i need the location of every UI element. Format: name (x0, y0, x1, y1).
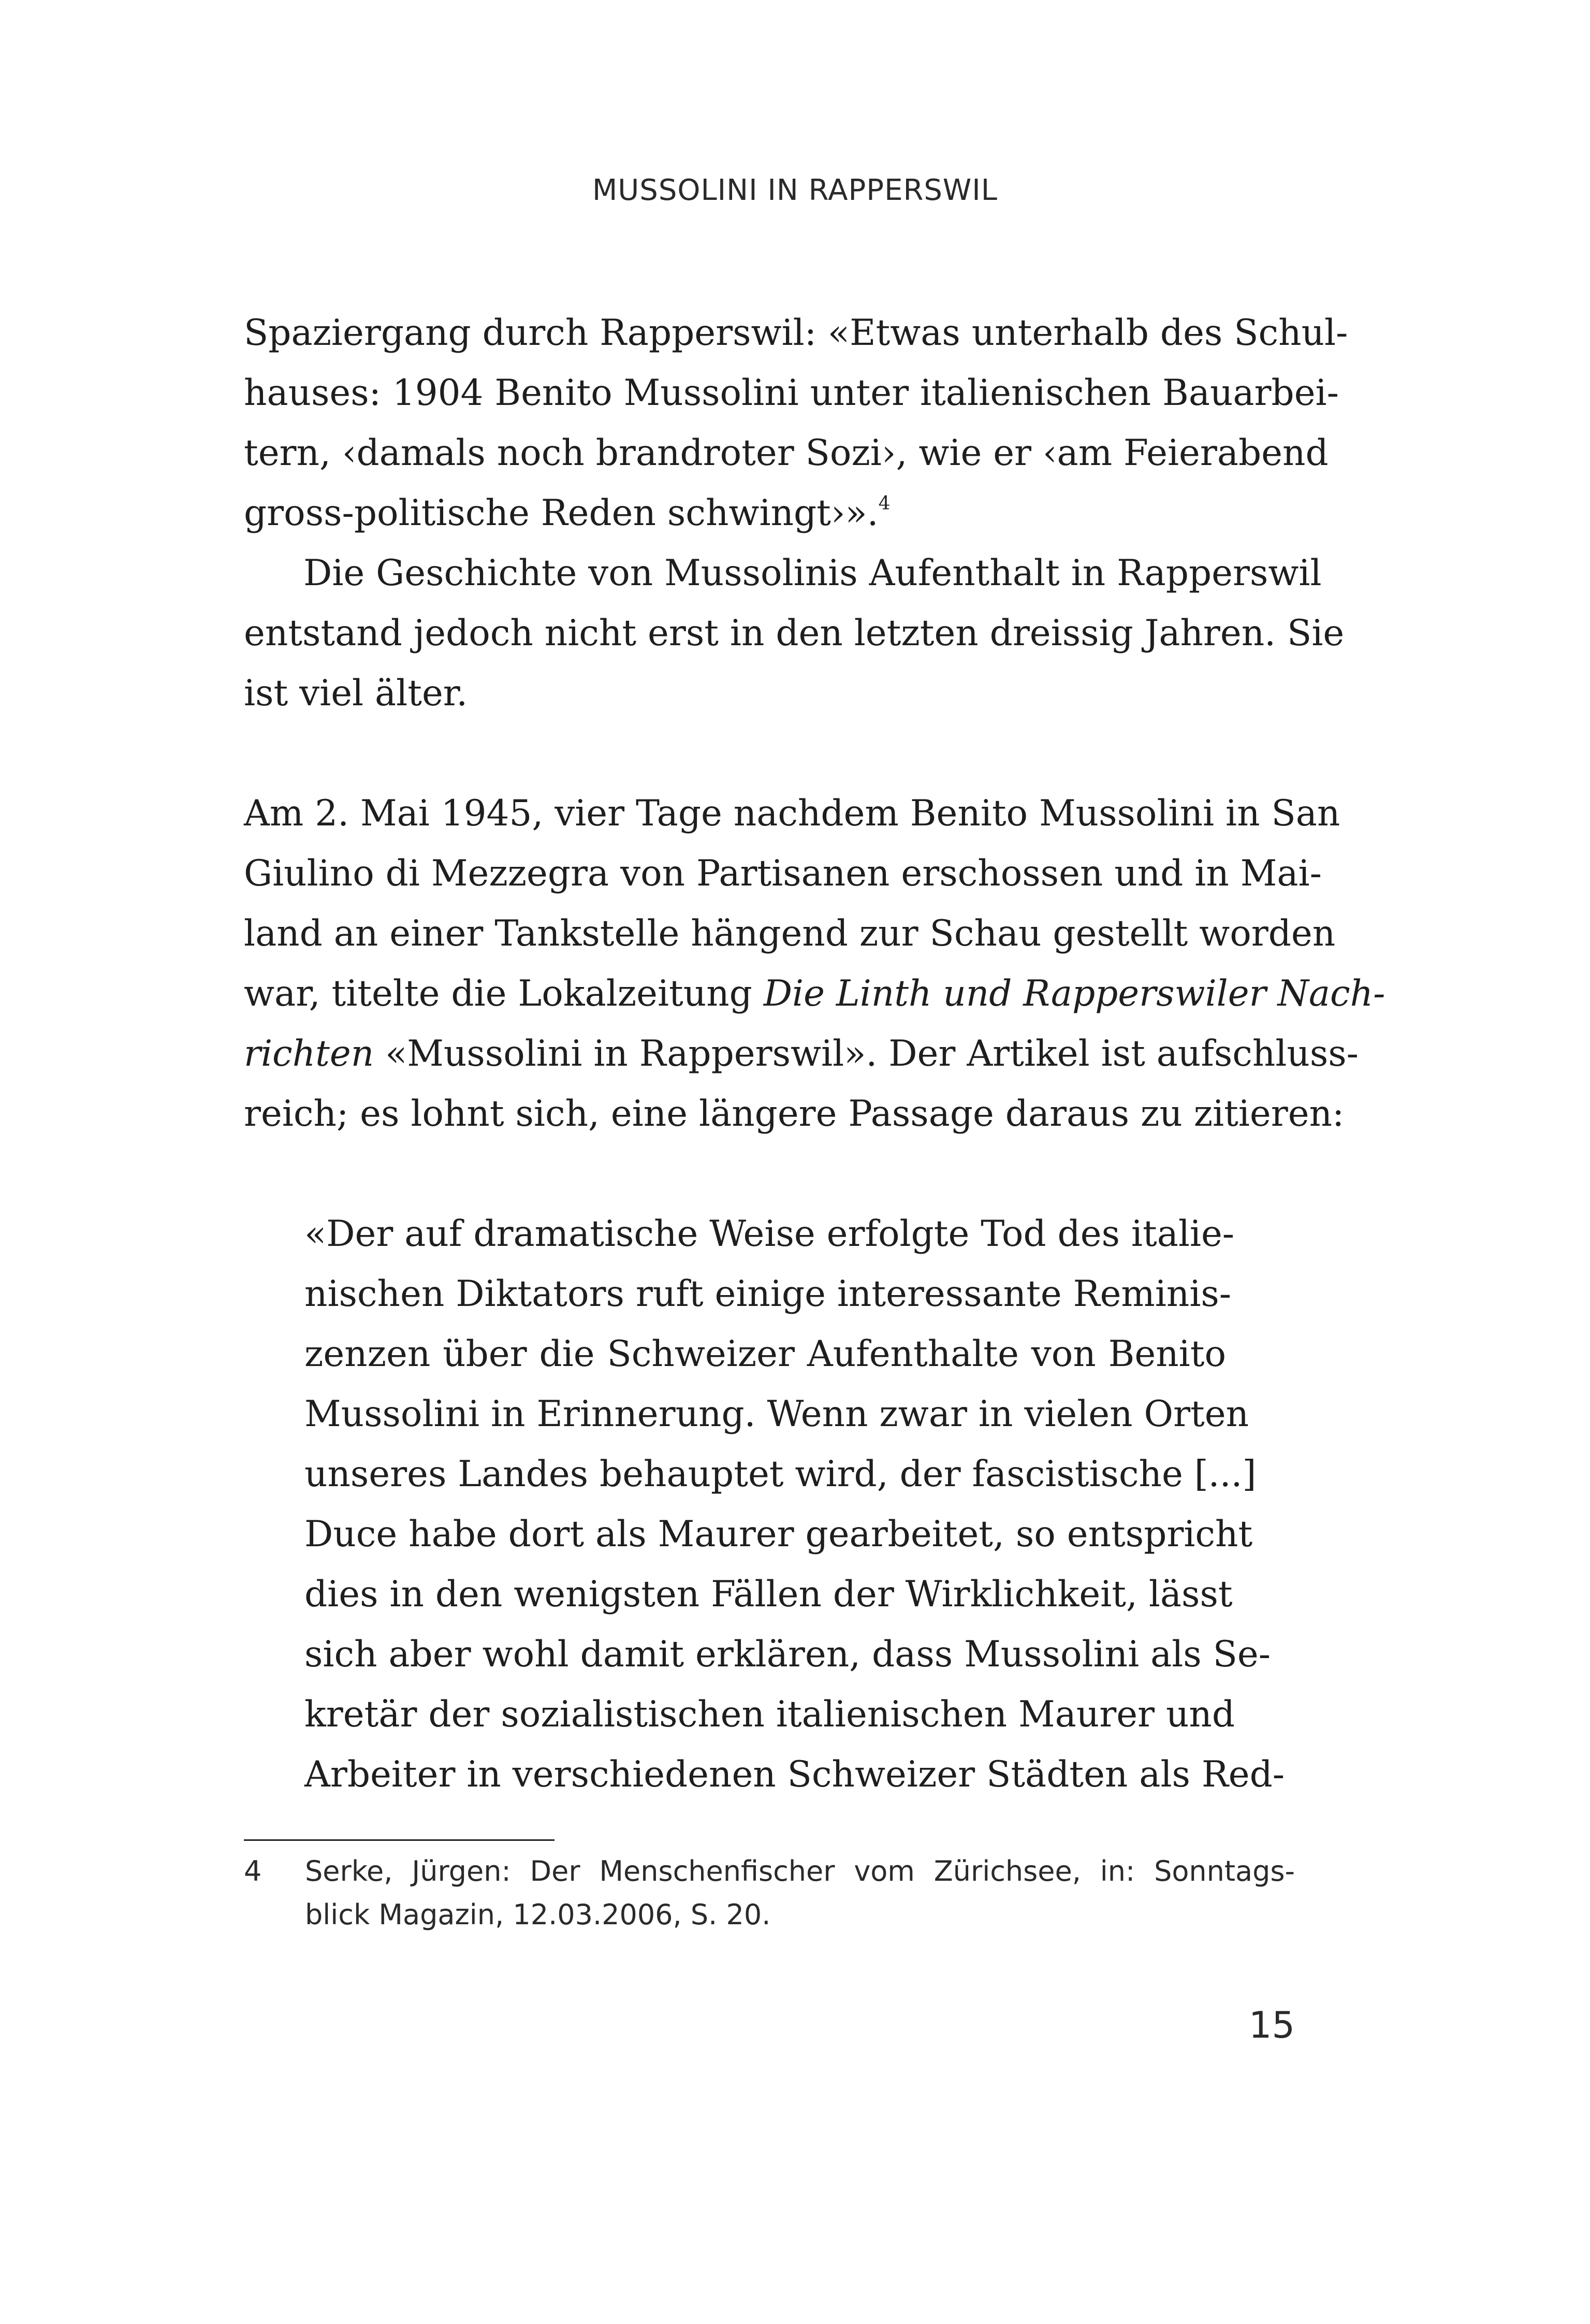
paragraph-3-line (244, 964, 1385, 1024)
block-quote (304, 1204, 1285, 1805)
paragraph-3-text: war, titelte die Lokalzeitung (244, 973, 764, 1014)
newspaper-title-continued: richten (244, 1033, 374, 1074)
quote-line: «Der auf dramatische Weise erfolgte Tod des italie- (304, 1213, 1235, 1255)
quote-line: Arbeiter in verschiedenen Schweizer Städten als Red- (304, 1754, 1285, 1795)
paragraph-2 (244, 543, 1345, 723)
footnote-reference[interactable]: 4 (878, 493, 891, 514)
paragraph-3-line: Giulino di Mezzegra von Partisanen erschossen und in Mai- (244, 853, 1322, 894)
footnote-text (305, 1850, 1295, 1937)
page-number: 15 (1248, 2004, 1295, 2046)
quote-line: unseres Landes behauptet wird, der fascistische [...] (304, 1454, 1257, 1495)
quote-line: nischen Diktators ruft einige interessante Reminis- (304, 1273, 1232, 1315)
paragraph-1-line: tern, ‹damals noch brandroter Sozi›, wie er ‹am Feierabend (244, 432, 1329, 474)
paragraph-1 (244, 303, 1348, 543)
paragraph-2-line: ist viel älter. (244, 673, 468, 714)
paragraph-3-text: «Mussolini in Rapperswil». Der Artikel ist aufschluss- (374, 1033, 1359, 1074)
paragraph-3-line (244, 1024, 1359, 1084)
paragraph-2-line: entstand jedoch nicht erst in den letzten dreissig Jahren. Sie (244, 613, 1345, 654)
footnote-divider (244, 1839, 555, 1841)
newspaper-title: Die Linth und Rapperswiler Nach- (763, 973, 1385, 1014)
paragraph-3-line: land an einer Tankstelle hängend zur Schau gestellt worden (244, 913, 1336, 954)
paragraph-1-line: hauses: 1904 Benito Mussolini unter italienischen Bauarbei- (244, 372, 1339, 414)
quote-line: Mussolini in Erinnerung. Wenn zwar in vielen Orten (304, 1393, 1249, 1435)
paragraph-1-line: Spaziergang durch Rapperswil: «Etwas unterhalb des Schul- (244, 312, 1348, 354)
quote-line: kretär der sozialistischen italienischen Maurer und (304, 1694, 1235, 1735)
quote-line: dies in den wenigsten Fällen der Wirklichkeit, lässt (304, 1574, 1233, 1615)
paragraph-3-line: Am 2. Mai 1945, vier Tage nachdem Benito Mussolini in San (244, 793, 1340, 834)
paragraph-2-line: Die Geschichte von Mussolinis Aufenthalt in Rapperswil (303, 553, 1322, 594)
footnote-line: Serke, Jürgen: Der Menschenfischer vom Zürichsee, in: Sonntags- (305, 1855, 1295, 1887)
paragraph-1-last-line (244, 483, 1295, 543)
footnote (244, 1850, 1295, 1937)
quote-line: Duce habe dort als Maurer gearbeitet, so entspricht (304, 1514, 1253, 1555)
paragraph-3-line: reich; es lohnt sich, eine längere Passage daraus zu zitieren: (244, 1093, 1345, 1135)
footnote-number: 4 (244, 1855, 262, 1887)
running-head: MUSSOLINI IN RAPPERSWIL (592, 173, 998, 207)
quote-line: zenzen über die Schweizer Aufenthalte von Benito (304, 1333, 1226, 1375)
paragraph-3 (244, 783, 1385, 1144)
footnote-line: blick Magazin, 12.03.2006, S. 20. (305, 1898, 771, 1931)
quote-line: sich aber wohl damit erklären, dass Mussolini als Se- (304, 1634, 1271, 1675)
paragraph-1-line-text: gross-politische Reden schwingt›». (244, 492, 879, 534)
